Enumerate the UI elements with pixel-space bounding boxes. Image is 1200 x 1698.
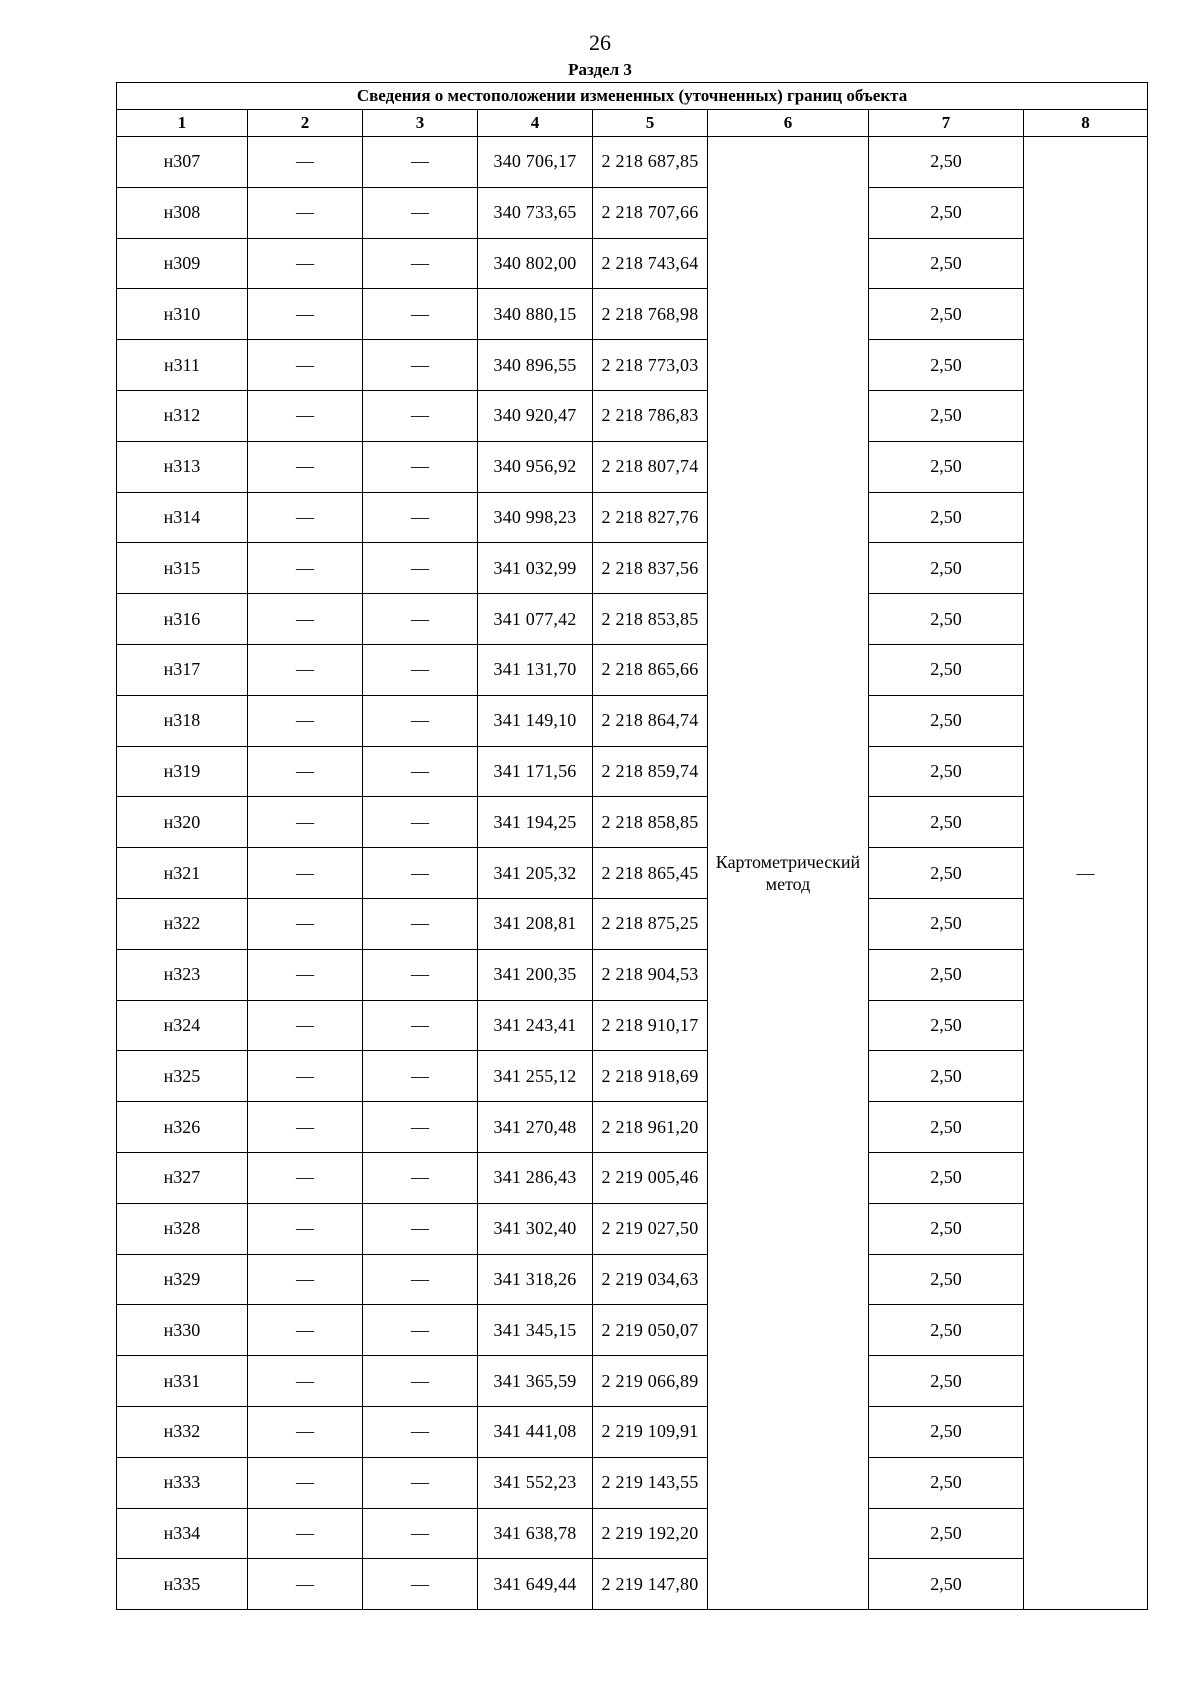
x-coordinate-cell: 340 802,00 [478, 238, 593, 289]
point-id-cell: н325 [117, 1051, 248, 1102]
column-header-5: 5 [593, 110, 708, 137]
col2-cell: — [248, 1508, 363, 1559]
table-row [117, 1000, 1148, 1051]
point-id-cell: н313 [117, 441, 248, 492]
col3-cell: — [363, 594, 478, 645]
x-coordinate-cell: 340 706,17 [478, 137, 593, 188]
point-id-cell: н311 [117, 340, 248, 391]
y-coordinate-cell: 2 218 786,83 [593, 390, 708, 441]
accuracy-cell: 2,50 [869, 543, 1024, 594]
col3-cell: — [363, 644, 478, 695]
accuracy-cell: 2,50 [869, 1051, 1024, 1102]
col2-cell: — [248, 1051, 363, 1102]
point-id-cell: н326 [117, 1102, 248, 1153]
x-coordinate-cell: 341 131,70 [478, 644, 593, 695]
col2-cell: — [248, 1152, 363, 1203]
col2-cell: — [248, 1203, 363, 1254]
table-row [117, 238, 1148, 289]
x-coordinate-cell: 341 208,81 [478, 898, 593, 949]
y-coordinate-cell: 2 219 147,80 [593, 1559, 708, 1610]
table-row [117, 746, 1148, 797]
y-coordinate-cell: 2 218 859,74 [593, 746, 708, 797]
section-title: Раздел 3 [568, 60, 632, 79]
table-row [117, 390, 1148, 441]
col3-cell: — [363, 695, 478, 746]
y-coordinate-cell: 2 219 050,07 [593, 1305, 708, 1356]
col2-cell: — [248, 289, 363, 340]
col2-cell: — [248, 543, 363, 594]
col3-cell: — [363, 1305, 478, 1356]
col3-cell: — [363, 848, 478, 899]
col3-cell: — [363, 1051, 478, 1102]
point-id-cell: н310 [117, 289, 248, 340]
y-coordinate-cell: 2 218 807,74 [593, 441, 708, 492]
accuracy-cell: 2,50 [869, 137, 1024, 188]
x-coordinate-cell: 341 270,48 [478, 1102, 593, 1153]
accuracy-cell: 2,50 [869, 1457, 1024, 1508]
accuracy-cell: 2,50 [869, 746, 1024, 797]
table-row [117, 594, 1148, 645]
col8-cell: — [1024, 137, 1148, 1610]
col3-cell: — [363, 746, 478, 797]
x-coordinate-cell: 341 318,26 [478, 1254, 593, 1305]
table-row [117, 543, 1148, 594]
accuracy-cell: 2,50 [869, 492, 1024, 543]
table-row [117, 644, 1148, 695]
col2-cell: — [248, 1406, 363, 1457]
col2-cell: — [248, 340, 363, 391]
point-id-cell: н320 [117, 797, 248, 848]
col3-cell: — [363, 543, 478, 594]
col3-cell: — [363, 1000, 478, 1051]
col2-cell: — [248, 949, 363, 1000]
point-id-cell: н324 [117, 1000, 248, 1051]
x-coordinate-cell: 341 286,43 [478, 1152, 593, 1203]
y-coordinate-cell: 2 218 773,03 [593, 340, 708, 391]
col3-cell: — [363, 289, 478, 340]
y-coordinate-cell: 2 218 910,17 [593, 1000, 708, 1051]
x-coordinate-cell: 341 345,15 [478, 1305, 593, 1356]
column-header-8: 8 [1024, 110, 1148, 137]
accuracy-cell: 2,50 [869, 1559, 1024, 1610]
accuracy-cell: 2,50 [869, 1356, 1024, 1407]
x-coordinate-cell: 341 171,56 [478, 746, 593, 797]
col3-cell: — [363, 1559, 478, 1610]
y-coordinate-cell: 2 218 858,85 [593, 797, 708, 848]
col3-cell: — [363, 1356, 478, 1407]
x-coordinate-cell: 341 255,12 [478, 1051, 593, 1102]
accuracy-cell: 2,50 [869, 390, 1024, 441]
point-id-cell: н333 [117, 1457, 248, 1508]
col2-cell: — [248, 1000, 363, 1051]
x-coordinate-cell: 341 032,99 [478, 543, 593, 594]
col2-cell: — [248, 1457, 363, 1508]
table-row [117, 848, 1148, 899]
table-row [117, 340, 1148, 391]
y-coordinate-cell: 2 218 853,85 [593, 594, 708, 645]
table-row [117, 1152, 1148, 1203]
x-coordinate-cell: 340 896,55 [478, 340, 593, 391]
x-coordinate-cell: 341 243,41 [478, 1000, 593, 1051]
point-id-cell: н323 [117, 949, 248, 1000]
accuracy-cell: 2,50 [869, 1102, 1024, 1153]
col2-cell: — [248, 441, 363, 492]
y-coordinate-cell: 2 218 865,45 [593, 848, 708, 899]
y-coordinate-cell: 2 218 687,85 [593, 137, 708, 188]
col3-cell: — [363, 949, 478, 1000]
table-row [117, 289, 1148, 340]
col2-cell: — [248, 746, 363, 797]
x-coordinate-cell: 341 649,44 [478, 1559, 593, 1610]
table-row [117, 1406, 1148, 1457]
col2-cell: — [248, 1254, 363, 1305]
table-row [117, 441, 1148, 492]
accuracy-cell: 2,50 [869, 238, 1024, 289]
column-header-3: 3 [363, 110, 478, 137]
table-row [117, 1051, 1148, 1102]
accuracy-cell: 2,50 [869, 898, 1024, 949]
x-coordinate-cell: 341 194,25 [478, 797, 593, 848]
x-coordinate-cell: 341 302,40 [478, 1203, 593, 1254]
col2-cell: — [248, 187, 363, 238]
table-row [117, 695, 1148, 746]
x-coordinate-cell: 341 200,35 [478, 949, 593, 1000]
x-coordinate-cell: 341 638,78 [478, 1508, 593, 1559]
y-coordinate-cell: 2 219 109,91 [593, 1406, 708, 1457]
col2-cell: — [248, 238, 363, 289]
point-id-cell: н330 [117, 1305, 248, 1356]
col3-cell: — [363, 441, 478, 492]
col2-cell: — [248, 1356, 363, 1407]
table-body [117, 137, 1148, 1610]
column-header-1: 1 [117, 110, 248, 137]
point-id-cell: н308 [117, 187, 248, 238]
x-coordinate-cell: 341 077,42 [478, 594, 593, 645]
table-row [117, 1102, 1148, 1153]
point-id-cell: н318 [117, 695, 248, 746]
y-coordinate-cell: 2 218 904,53 [593, 949, 708, 1000]
accuracy-cell: 2,50 [869, 594, 1024, 645]
y-coordinate-cell: 2 218 875,25 [593, 898, 708, 949]
y-coordinate-cell: 2 219 143,55 [593, 1457, 708, 1508]
x-coordinate-cell: 341 149,10 [478, 695, 593, 746]
point-id-cell: н319 [117, 746, 248, 797]
table-row [117, 1356, 1148, 1407]
point-id-cell: н312 [117, 390, 248, 441]
point-id-cell: н314 [117, 492, 248, 543]
col2-cell: — [248, 695, 363, 746]
col3-cell: — [363, 1102, 478, 1153]
col3-cell: — [363, 187, 478, 238]
column-header-6: 6 [708, 110, 869, 137]
point-id-cell: н316 [117, 594, 248, 645]
accuracy-cell: 2,50 [869, 695, 1024, 746]
x-coordinate-cell: 341 552,23 [478, 1457, 593, 1508]
point-id-cell: н331 [117, 1356, 248, 1407]
y-coordinate-cell: 2 219 192,20 [593, 1508, 708, 1559]
column-header-7: 7 [869, 110, 1024, 137]
y-coordinate-cell: 2 218 743,64 [593, 238, 708, 289]
x-coordinate-cell: 340 733,65 [478, 187, 593, 238]
col2-cell: — [248, 1102, 363, 1153]
col2-cell: — [248, 644, 363, 695]
point-id-cell: н334 [117, 1508, 248, 1559]
point-id-cell: н309 [117, 238, 248, 289]
col3-cell: — [363, 238, 478, 289]
col3-cell: — [363, 1152, 478, 1203]
col3-cell: — [363, 1254, 478, 1305]
y-coordinate-cell: 2 218 768,98 [593, 289, 708, 340]
col3-cell: — [363, 137, 478, 188]
table-row [117, 1305, 1148, 1356]
table-row [117, 898, 1148, 949]
accuracy-cell: 2,50 [869, 644, 1024, 695]
method-cell: Картометрический метод [708, 137, 869, 1610]
col2-cell: — [248, 1559, 363, 1610]
col3-cell: — [363, 898, 478, 949]
column-header-4: 4 [478, 110, 593, 137]
col3-cell: — [363, 1508, 478, 1559]
y-coordinate-cell: 2 218 918,69 [593, 1051, 708, 1102]
accuracy-cell: 2,50 [869, 289, 1024, 340]
x-coordinate-cell: 341 365,59 [478, 1356, 593, 1407]
y-coordinate-cell: 2 218 864,74 [593, 695, 708, 746]
table-row [117, 492, 1148, 543]
y-coordinate-cell: 2 218 865,66 [593, 644, 708, 695]
col3-cell: — [363, 1203, 478, 1254]
point-id-cell: н322 [117, 898, 248, 949]
table-row [117, 1457, 1148, 1508]
col2-cell: — [248, 492, 363, 543]
accuracy-cell: 2,50 [869, 797, 1024, 848]
page-number: 26 [589, 30, 611, 55]
table-row [117, 1559, 1148, 1610]
table-row [117, 187, 1148, 238]
accuracy-cell: 2,50 [869, 1152, 1024, 1203]
col2-cell: — [248, 390, 363, 441]
col3-cell: — [363, 390, 478, 441]
y-coordinate-cell: 2 219 034,63 [593, 1254, 708, 1305]
point-id-cell: н307 [117, 137, 248, 188]
col2-cell: — [248, 137, 363, 188]
point-id-cell: н332 [117, 1406, 248, 1457]
x-coordinate-cell: 340 920,47 [478, 390, 593, 441]
col2-cell: — [248, 848, 363, 899]
x-coordinate-cell: 340 956,92 [478, 441, 593, 492]
col2-cell: — [248, 594, 363, 645]
col2-cell: — [248, 797, 363, 848]
accuracy-cell: 2,50 [869, 1203, 1024, 1254]
point-id-cell: н317 [117, 644, 248, 695]
y-coordinate-cell: 2 219 027,50 [593, 1203, 708, 1254]
table-row [117, 797, 1148, 848]
x-coordinate-cell: 341 205,32 [478, 848, 593, 899]
accuracy-cell: 2,50 [869, 1305, 1024, 1356]
column-header-2: 2 [248, 110, 363, 137]
table-row [117, 1254, 1148, 1305]
table-row [117, 1203, 1148, 1254]
col3-cell: — [363, 492, 478, 543]
accuracy-cell: 2,50 [869, 1000, 1024, 1051]
col3-cell: — [363, 1406, 478, 1457]
col2-cell: — [248, 898, 363, 949]
x-coordinate-cell: 340 998,23 [478, 492, 593, 543]
y-coordinate-cell: 2 218 707,66 [593, 187, 708, 238]
point-id-cell: н328 [117, 1203, 248, 1254]
accuracy-cell: 2,50 [869, 340, 1024, 391]
col3-cell: — [363, 1457, 478, 1508]
col3-cell: — [363, 340, 478, 391]
y-coordinate-cell: 2 218 961,20 [593, 1102, 708, 1153]
point-id-cell: н315 [117, 543, 248, 594]
accuracy-cell: 2,50 [869, 1508, 1024, 1559]
y-coordinate-cell: 2 219 005,46 [593, 1152, 708, 1203]
x-coordinate-cell: 340 880,15 [478, 289, 593, 340]
table-row [117, 137, 1148, 188]
y-coordinate-cell: 2 218 837,56 [593, 543, 708, 594]
table-caption: Сведения о местоположении измененных (уточненных) границ объекта [117, 83, 1148, 110]
y-coordinate-cell: 2 218 827,76 [593, 492, 708, 543]
point-id-cell: н335 [117, 1559, 248, 1610]
accuracy-cell: 2,50 [869, 441, 1024, 492]
y-coordinate-cell: 2 219 066,89 [593, 1356, 708, 1407]
col3-cell: — [363, 797, 478, 848]
coordinates-table [116, 82, 1148, 1610]
accuracy-cell: 2,50 [869, 187, 1024, 238]
table-row [117, 1508, 1148, 1559]
col2-cell: — [248, 1305, 363, 1356]
accuracy-cell: 2,50 [869, 1406, 1024, 1457]
accuracy-cell: 2,50 [869, 848, 1024, 899]
table-row [117, 949, 1148, 1000]
point-id-cell: н329 [117, 1254, 248, 1305]
accuracy-cell: 2,50 [869, 1254, 1024, 1305]
point-id-cell: н327 [117, 1152, 248, 1203]
x-coordinate-cell: 341 441,08 [478, 1406, 593, 1457]
accuracy-cell: 2,50 [869, 949, 1024, 1000]
point-id-cell: н321 [117, 848, 248, 899]
